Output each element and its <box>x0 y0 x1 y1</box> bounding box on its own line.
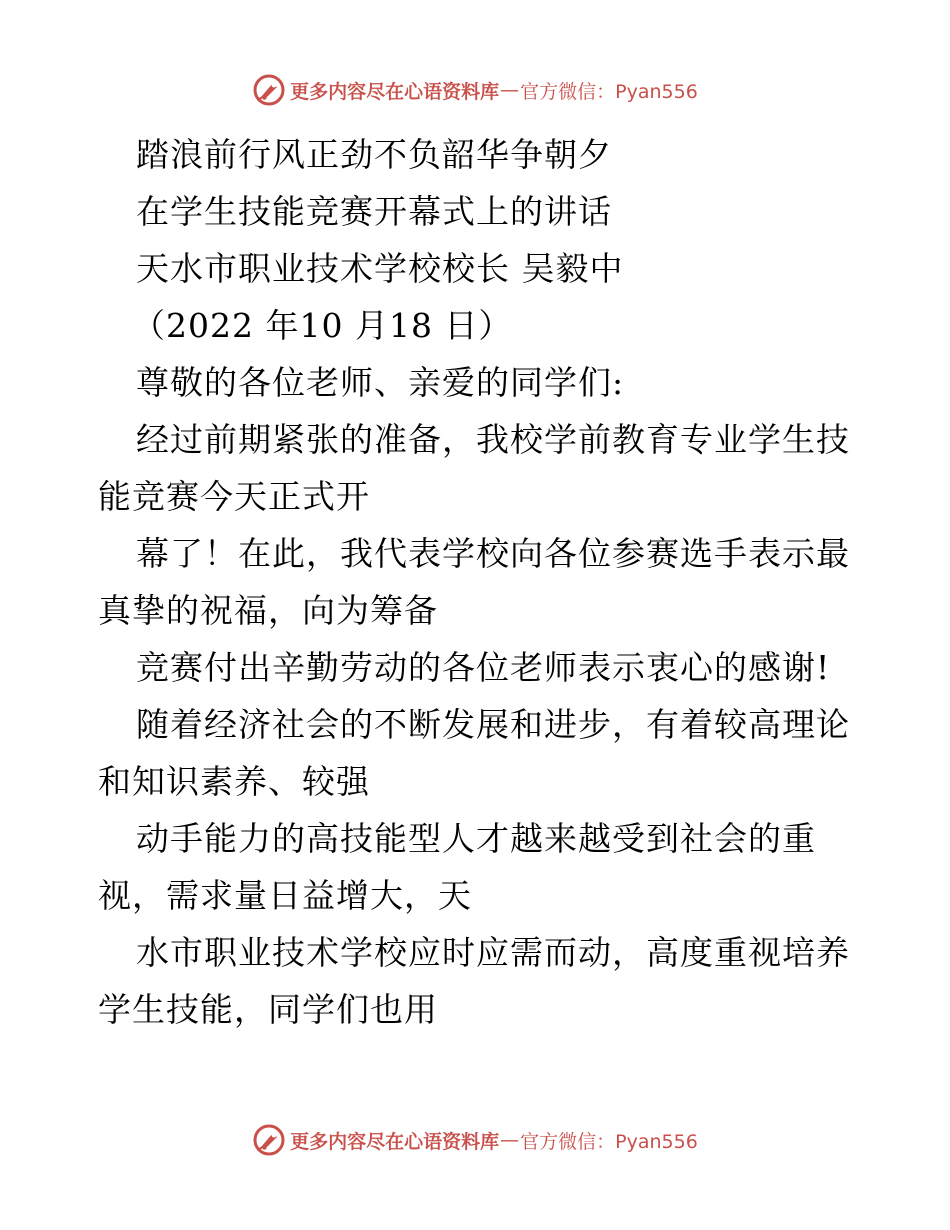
paragraph-line: 能竞赛今天正式开 <box>98 477 370 516</box>
doc-date: （2022 年10 月18 日） <box>132 306 513 345</box>
doc-author: 天水市职业技术学校校长 吴毅中 <box>136 249 624 288</box>
paragraph-line: 真挚的祝福，向为筹备 <box>98 591 438 630</box>
paragraph-line: 水市职业技术学校应时应需而动，高度重视培养 <box>136 933 850 972</box>
paragraph-line: 动手能力的高技能型人才越来越受到社会的重 <box>136 819 816 858</box>
watermark-dash: — <box>500 1129 520 1151</box>
doc-salutation: 尊敬的各位老师、亲爱的同学们: <box>136 363 625 402</box>
watermark-suffix: 官方微信：Pyan556 <box>520 80 698 103</box>
watermark-main-text: 更多内容尽在心语资料库 <box>290 1130 500 1153</box>
pen-nib-logo-icon <box>252 73 286 107</box>
paragraph-line: 幕了！在此，我代表学校向各位参赛选手表示最 <box>136 534 850 573</box>
watermark-suffix: 官方微信：Pyan556 <box>520 1130 698 1153</box>
watermark-dash: — <box>500 79 520 101</box>
paragraph-line: 随着经济社会的不断发展和进步，有着较高理论 <box>136 705 850 744</box>
doc-title-line-1: 踏浪前行风正劲不负韶华争朝夕 <box>136 135 612 174</box>
document-body <box>98 126 858 1038</box>
footer-watermark <box>0 1122 950 1158</box>
header-watermark <box>0 72 950 108</box>
paragraph-line: 经过前期紧张的准备，我校学前教育专业学生技 <box>136 420 850 459</box>
paragraph-line: 学生技能，同学们也用 <box>98 990 438 1029</box>
paragraph-line: 视，需求量日益增大，天 <box>98 876 472 915</box>
pen-nib-logo-icon <box>252 1123 286 1157</box>
doc-title-line-2: 在学生技能竞赛开幕式上的讲话 <box>136 192 612 231</box>
paragraph-line: 竞赛付出辛勤劳动的各位老师表示衷心的感谢! <box>136 648 831 687</box>
watermark-main-text: 更多内容尽在心语资料库 <box>290 80 500 103</box>
paragraph-line: 和知识素养、较强 <box>98 762 370 801</box>
